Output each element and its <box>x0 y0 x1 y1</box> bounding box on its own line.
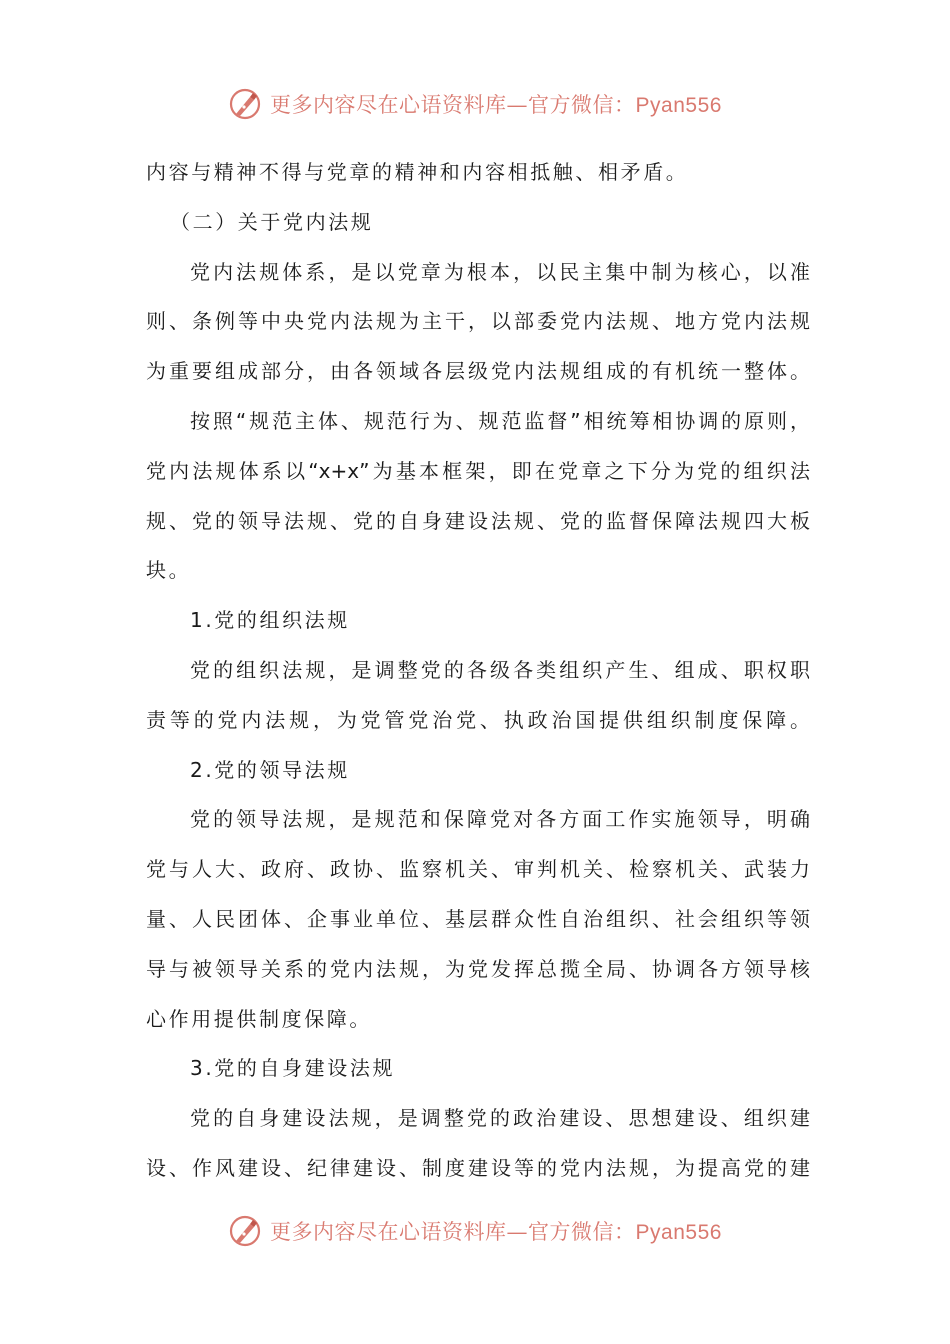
subsection-heading: 3.党的自身建设法规 <box>190 1056 396 1081</box>
paragraph-line: 为重要组成部分，由各领域各层级党内法规组成的有机统一整体。 <box>146 359 810 384</box>
watermark-text: 更多内容尽在心语资料库—官方微信：Pyan556 <box>270 93 722 117</box>
wechat-id: Pyan556 <box>635 94 722 117</box>
paragraph-line: 导与被领导关系的党内法规，为党发挥总揽全局、协调各方领导核 <box>146 956 810 981</box>
wechat-id: Pyan556 <box>635 1221 722 1244</box>
paragraph-line: 按照“规范主体、规范行为、规范监督”相统筹相协调的原则， <box>190 408 810 433</box>
paragraph-line: 党内法规体系以“x+x”为基本框架，即在党章之下分为党的组织法 <box>146 458 810 483</box>
paragraph-line: 设、作风建设、纪律建设、制度建设等的党内法规，为提高党的建 <box>146 1155 810 1180</box>
subsection-heading: 2.党的领导法规 <box>190 757 350 782</box>
subsection-heading: 1.党的组织法规 <box>190 608 350 633</box>
document-body <box>146 152 810 1198</box>
paragraph-line: 内容与精神不得与党章的精神和内容相抵触、相矛盾。 <box>146 160 689 184</box>
paragraph-line: 党的自身建设法规，是调整党的政治建设、思想建设、组织建 <box>190 1106 810 1131</box>
paragraph-line: 党与人大、政府、政协、监察机关、审判机关、检察机关、武装力 <box>146 857 810 882</box>
paragraph-line: 则、条例等中央党内法规为主干，以部委党内法规、地方党内法规 <box>146 309 810 334</box>
paragraph-line: 规、党的领导法规、党的自身建设法规、党的监督保障法规四大板 <box>146 508 810 533</box>
footer-watermark <box>0 1211 950 1251</box>
paragraph-line: 量、人民团体、企事业单位、基层群众性自治组织、社会组织等领 <box>146 906 810 931</box>
header-watermark <box>0 84 950 124</box>
paragraph-line: 心作用提供制度保障。 <box>146 1006 372 1031</box>
paragraph-line: 党的领导法规，是规范和保障党对各方面工作实施领导，明确 <box>190 807 810 832</box>
watermark-text: 更多内容尽在心语资料库—官方微信：Pyan556 <box>270 1220 722 1244</box>
paragraph-line: 党的组织法规，是调整党的各级各类组织产生、组成、职权职 <box>190 657 810 682</box>
paragraph-line: 块。 <box>146 558 192 583</box>
paragraph-line: 党内法规体系，是以党章为根本，以民主集中制为核心，以准 <box>190 259 810 284</box>
section-heading: （二）关于党内法规 <box>170 209 374 234</box>
paragraph-line: 责等的党内法规，为党管党治党、执政治国提供组织制度保障。 <box>146 707 810 732</box>
pen-nib-circle-icon <box>228 87 262 121</box>
pen-nib-circle-icon <box>228 1214 262 1248</box>
